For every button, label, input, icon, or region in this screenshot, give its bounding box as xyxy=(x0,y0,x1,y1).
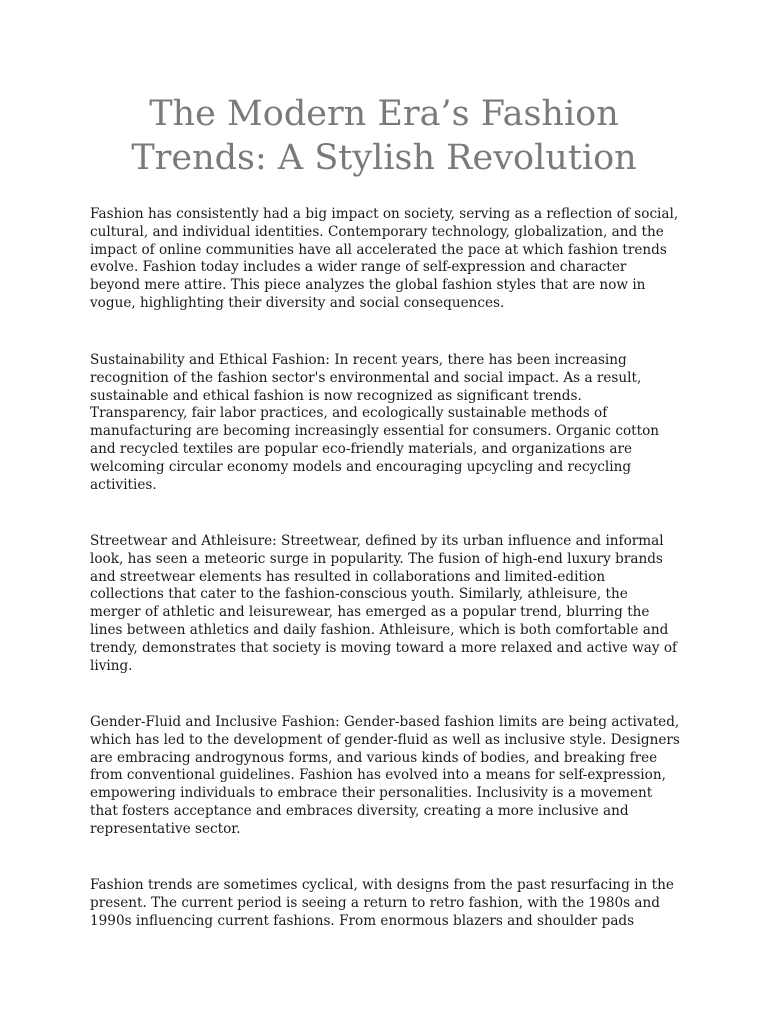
paragraph-introduction: Fashion has consistently had a big impact on society, serving as a reflection of social, cultural, and individual identities. Contemporary technology, globalization, and the impact of online communities have all accelerated the pace at which fashion trends evolve. Fashion today includes a wider range of self-expression and character beyond mere attire. This piece analyzes the global fashion styles that are now in vogue, highlighting their diversity and social consequences. xyxy=(90,206,679,311)
paragraph-cyclical-trends: Fashion trends are sometimes cyclical, with designs from the past resurfacing in the present. The current period is seeing a return to retro fashion, with the 1980s and 1990s influencing current fashions. From enormous blazers and shoulder pads xyxy=(90,877,674,929)
paragraph-streetwear: Streetwear and Athleisure: Streetwear, defined by its urban influence and informal look, has seen a meteoric surge in popularity. The fusion of high-end luxury brands and streetwear elements has resulted in collaborations and limited-edition collections that cater to the fashion-conscious youth. Similarly, athleisure, the merger of athletic and leisurewear, has emerged as a popular trend, blurring the lines between athletics and daily fashion. Athleisure, which is both comfortable and trendy, demonstrates that society is moving toward a more relaxed and active way of living. xyxy=(90,533,678,674)
paragraph-gender-fluid: Gender-Fluid and Inclusive Fashion: Gender-based fashion limits are being activated, which has led to the development of gender-fluid as well as inclusive style. Designers are embracing androgynous forms, and various kinds of bodies, and breaking free from conventional guidelines. Fashion has evolved into a means for self-expression, empowering individuals to embrace their personalities. Inclusivity is a movement that fosters acceptance and embraces diversity, creating a more inclusive and representative sector. xyxy=(90,714,680,837)
document-title: The Modern Era’s Fashion Trends: A Stylish Revolution xyxy=(131,94,637,178)
paragraph-sustainability: Sustainability and Ethical Fashion: In recent years, there has been increasing recognition of the fashion sector's environmental and social impact. As a result, sustainable and ethical fashion is now recognized as significant trends. Transparency, fair labor practices, and ecologically sustainable methods of manufacturing are becoming increasingly essential for consumers. Organic cotton and recycled textiles are popular eco-friendly materials, and organizations are welcoming circular economy models and encouraging upcycling and recycling activities. xyxy=(90,352,660,493)
